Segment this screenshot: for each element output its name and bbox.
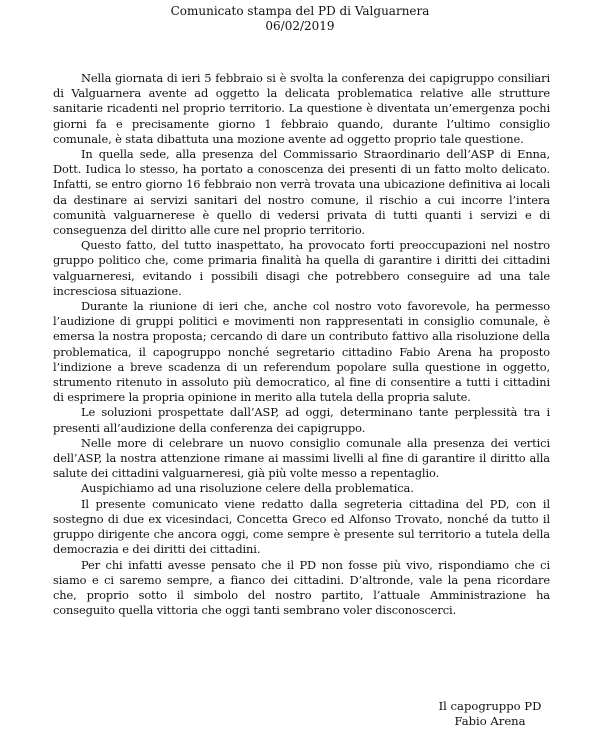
paragraph-5: Le soluzioni prospettate dall’ASP, ad oggi, determinano tante perplessità tra i presenti all’audizione della conferenza dei capigruppo.: [53, 405, 550, 435]
signature-name: Fabio Arena: [454, 714, 526, 728]
document-header: [0, 4, 600, 34]
paragraph-7: Auspichiamo ad una risoluzione celere della problematica.: [81, 481, 414, 496]
paragraph-3: Questo fatto, del tutto inaspettato, ha provocato forti preoccupazioni nel nostro gruppo politico che, come primaria finalità ha quella di garantire i diritti dei cittadini valguarneresi, evitando i possibili disagi che potrebbero conseguire ad una tale incresciosa situazione.: [53, 238, 550, 298]
document-body: [53, 71, 550, 618]
document-date: 06/02/2019: [265, 19, 335, 33]
paragraph-2: In quella sede, alla presenza del Commissario Straordinario dell’ASP di Enna, Dott. Iudica lo stesso, ha portato a conoscenza dei presenti di un fatto molto delicato. Infatti, se entro giorno 16 febbraio non verrà trovata una ubicazione definitiva ai locali da destinare ai servizi sanitari del nostro comune, il rischio a cui incorre l’intera comunità valguarnerese è quello di vedersi privata di tutti quanti i servizi e di conseguenza del diritto alle cure nel proprio territorio.: [53, 147, 550, 238]
paragraph-1: Nella giornata di ieri 5 febbraio si è svolta la conferenza dei capigruppo consiliari di Valguarnera avente ad oggetto la delicata problematica relative alle strutture sanitarie ricadenti nel proprio territorio. La questione è diventata un’emergenza pochi giorni fa e precisamente giorno 1 febbraio quando, durante l’ultimo consiglio comunale, è stata dibattuta una mozione avente ad oggetto proprio tale questione.: [53, 71, 550, 146]
paragraph-4: Durante la riunione di ieri che, anche col nostro voto favorevole, ha permesso l’audizione di gruppi politici e movimenti non rappresentati in consiglio comunale, è emersa la nostra proposta; cercando di dare un contributo fattivo alla risoluzione della problematica, il capogruppo nonché segretario cittadino Fabio Arena ha proposto l’indizione a breve scadenza di un referendum popolare sulla questione in oggetto, strumento ritenuto in assoluto più democratico, al fine di consentire a tutti i cittadini di esprimere la propria opinione in merito alla tutela della propria salute.: [53, 299, 550, 405]
paragraph-8: Il presente comunicato viene redatto dalla segreteria cittadina del PD, con il sostegno di due ex vicesindaci, Concetta Greco ed Alfonso Trovato, nonché da tutto il gruppo dirigente che ancora oggi, come sempre è presente sul territorio a tutela della democrazia e dei diritti dei cittadini.: [53, 496, 550, 557]
signature-role: Il capogruppo PD: [438, 699, 542, 713]
document-title: Comunicato stampa del PD di Valguarnera: [170, 4, 430, 18]
paragraph-6: Nelle more di celebrare un nuovo consiglio comunale alla presenza dei vertici dell’ASP, la nostra attenzione rimane ai massimi livelli al fine di garantire il diritto alla salute dei cittadini valguarneresi, già più volte messo a repentaglio.: [53, 435, 550, 481]
signature-block: [430, 699, 550, 729]
paragraph-9: Per chi infatti avesse pensato che il PD non fosse più vivo, rispondiamo che ci siamo e ci saremo sempre, a fianco dei cittadini. D’altronde, vale la pena ricordare che, proprio sotto il simbolo del nostro partito, l’attuale Amministrazione ha conseguito quella vittoria che oggi tanti sembrano voler disconoscerci.: [53, 557, 550, 618]
